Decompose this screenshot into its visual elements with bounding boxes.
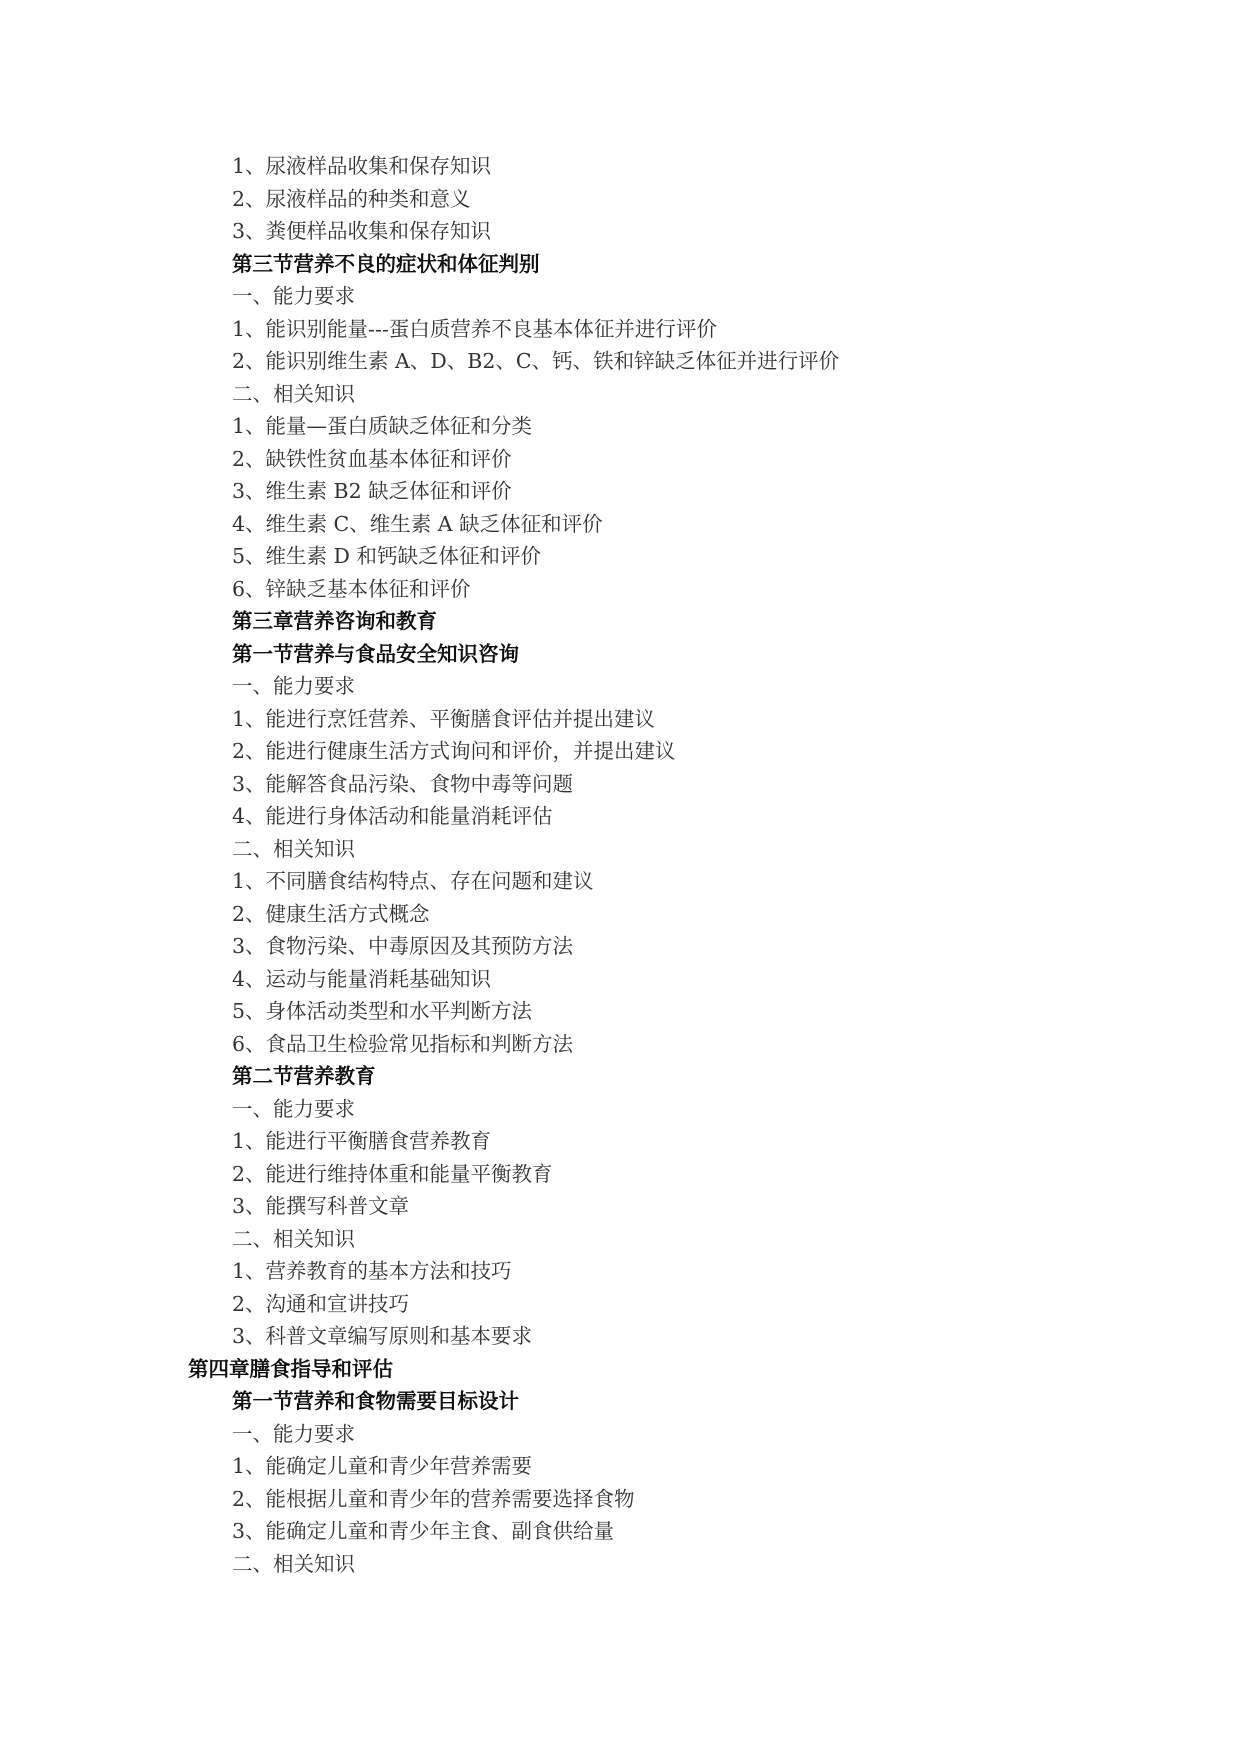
list-item: 二、相关知识: [232, 381, 355, 406]
list-item: 3、维生素 B2 缺乏体征和评价: [232, 479, 512, 503]
list-item: 二、相关知识: [232, 1551, 355, 1576]
list-item: 5、维生素 D 和钙缺乏体征和评价: [232, 544, 542, 568]
list-item: 4、能进行身体活动和能量消耗评估: [232, 804, 553, 828]
list-item: 2、健康生活方式概念: [232, 901, 430, 926]
list-item: 1、能进行烹饪营养、平衡膳食评估并提出建议: [232, 706, 656, 731]
list-item: 2、沟通和宣讲技巧: [232, 1291, 410, 1316]
chapter-heading: 第四章膳食指导和评估: [188, 1356, 393, 1381]
list-item: 4、运动与能量消耗基础知识: [232, 966, 492, 991]
list-item: 3、能撰写科普文章: [232, 1194, 410, 1218]
section-heading: 第三章营养咨询和教育: [232, 609, 437, 633]
list-item: 3、能确定儿童和青少年主食、副食供给量: [232, 1519, 615, 1543]
list-item: 1、能量—蛋白质缺乏体征和分类: [232, 414, 533, 438]
list-item: 1、不同膳食结构特点、存在问题和建议: [232, 869, 594, 893]
list-item: 二、相关知识: [232, 836, 355, 861]
list-item: 6、食品卫生检验常见指标和判断方法: [232, 1031, 574, 1056]
list-item: 一、能力要求: [232, 284, 355, 308]
list-item: 2、尿液样品的种类和意义: [232, 186, 471, 211]
section-heading: 第一节营养与食品安全知识咨询: [232, 641, 519, 666]
list-item: 6、锌缺乏基本体征和评价: [232, 576, 471, 601]
list-item: 1、能识别能量---蛋白质营养不良基本体征并进行评价: [232, 316, 717, 341]
list-item: 2、能进行健康生活方式询问和评价，并提出建议: [232, 739, 676, 763]
section-heading: 第二节营养教育: [232, 1064, 376, 1088]
list-item: 4、维生素 C、维生素 A 缺乏体征和评价: [232, 511, 603, 536]
list-item: 1、营养教育的基本方法和技巧: [232, 1259, 512, 1283]
list-item: 2、能根据儿童和青少年的营养需要选择食物: [232, 1486, 635, 1511]
list-item: 1、尿液样品收集和保存知识: [232, 154, 492, 178]
list-item: 2、能识别维生素 A、D、B2、C、钙、铁和锌缺乏体征并进行评价: [232, 349, 840, 373]
list-item: 1、能进行平衡膳食营养教育: [232, 1129, 492, 1153]
list-item: 5、身体活动类型和水平判断方法: [232, 999, 533, 1023]
list-item: 一、能力要求: [232, 1421, 355, 1446]
list-item: 3、食物污染、中毒原因及其预防方法: [232, 934, 574, 958]
list-item: 2、能进行维持体重和能量平衡教育: [232, 1161, 553, 1186]
list-item: 2、缺铁性贫血基本体征和评价: [232, 446, 512, 471]
list-item: 3、粪便样品收集和保存知识: [232, 219, 492, 243]
document-body: [0, 150, 1241, 1580]
list-item: 3、能解答食品污染、食物中毒等问题: [232, 771, 574, 796]
list-item: 一、能力要求: [232, 674, 355, 698]
list-item: 1、能确定儿童和青少年营养需要: [232, 1454, 533, 1478]
section-heading: 第一节营养和食物需要目标设计: [232, 1389, 519, 1413]
list-item: 二、相关知识: [232, 1226, 355, 1251]
section-heading: 第三节营养不良的症状和体征判别: [232, 251, 540, 276]
list-item: 3、科普文章编写原则和基本要求: [232, 1324, 533, 1348]
list-item: 一、能力要求: [232, 1096, 355, 1121]
